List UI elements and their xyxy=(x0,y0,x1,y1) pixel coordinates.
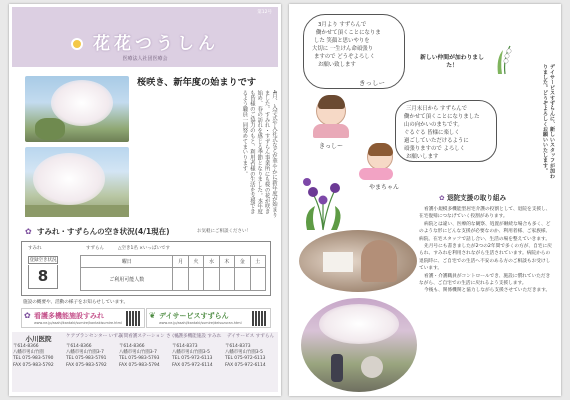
footer-line: FAX 075-983-5792 xyxy=(13,362,54,368)
issue-number: 第12号 xyxy=(257,10,272,15)
person xyxy=(331,354,343,382)
footer-name: 小川医院 xyxy=(25,335,52,343)
hair xyxy=(368,143,393,156)
footer-line: TEL 075-972-6113 xyxy=(225,356,266,362)
footer-line: 〒614-8373 xyxy=(172,344,198,349)
message-line: 働かせて頂くことになりま xyxy=(316,30,381,36)
sumire-url[interactable]: www.ne.jp/asahi/kantaki/sumire/kantakisumire.html xyxy=(34,321,122,325)
footer-name: 訪問看護ステーション さくら xyxy=(119,334,180,339)
weekday-grid xyxy=(80,255,266,291)
blossom xyxy=(319,304,399,344)
day-wed: 水 xyxy=(204,256,219,268)
signature-kisshi: きっしー xyxy=(359,79,385,87)
footer-col-izumi xyxy=(65,332,123,392)
message-line: 3月より すずらんで xyxy=(318,22,367,28)
publisher: 医療法人社団医療会 xyxy=(122,56,168,62)
shrub xyxy=(35,118,65,140)
person xyxy=(361,240,397,282)
paragraph: 看護小規模多機能型居宅介護の役割として、退院を支援し、在宅復帰につなげていく役割があります。 xyxy=(419,207,551,220)
hair xyxy=(318,95,345,109)
footer-line: 八幡市男山竹園3-5 xyxy=(225,350,263,356)
available-row-label: ご利用可能人数 xyxy=(81,268,173,291)
blossom xyxy=(33,153,105,205)
cherry-tree-photo xyxy=(25,147,129,217)
label-suzuran: すずらん xyxy=(86,246,105,251)
vacancy-note: お気軽にご相談ください！ xyxy=(197,229,251,234)
new-staff-note: デイサービスすずらんに、新しいスタッフが加わりました。どうぞよろしくお願いいたします。 xyxy=(542,64,555,179)
suzuran-title: デイサービスすずらん xyxy=(159,312,229,320)
cell-mon xyxy=(173,268,188,291)
message-line: お願いします xyxy=(406,154,439,160)
message-line: 三月末日から すずらんで xyxy=(406,106,468,112)
newsletter-title xyxy=(12,29,278,54)
footer-line: TEL 075-983-5790 xyxy=(13,356,54,362)
message-line: した 笑顔と思いやりを xyxy=(314,38,370,44)
sumire-link-box[interactable] xyxy=(21,308,145,328)
footer-name: デイサービス すずらん xyxy=(226,334,275,339)
day-header-label: 曜日 xyxy=(81,256,173,268)
contact-footer xyxy=(12,332,278,392)
footer-col-sumire xyxy=(171,332,224,392)
message-line: お願い致します xyxy=(318,62,356,68)
footer-line: 〒614-8366 xyxy=(66,344,92,349)
footer-line: 八幡市男山竹園3-7 xyxy=(119,350,157,356)
staff-name-yamachan: やまちゃん xyxy=(369,184,400,191)
day-sat: 土 xyxy=(250,256,266,268)
qr-code-icon xyxy=(126,311,141,326)
lily-of-valley-icon: ❦ xyxy=(149,311,156,320)
day-fri: 金 xyxy=(235,256,250,268)
footer-line: 八幡市男山竹園 xyxy=(13,350,44,356)
vacancy-legend: △空き1名 ×いっぱいです xyxy=(118,246,171,251)
staff-name-kisshi: きっしー xyxy=(319,143,344,150)
footer-name: 看護多機能施設 すみれ xyxy=(173,334,222,339)
section-heading xyxy=(439,192,506,202)
suzuran-url[interactable]: www.ne.jp/asahi/kantaki/sumire/deisuzuran.html xyxy=(159,321,242,325)
lily-of-valley-icon xyxy=(494,44,516,74)
message-line: 頑張りますので よろしく xyxy=(404,146,466,152)
footer-line: 八幡市男山竹園3-7 xyxy=(66,350,104,356)
day-mon: 月 xyxy=(173,256,188,268)
message-line: ぐるぐる 皆様に楽しく xyxy=(404,130,460,136)
staff-avatar-kisshi xyxy=(316,96,346,126)
violet-flowers-icon xyxy=(301,172,347,230)
footer-col-suzuran xyxy=(224,332,277,392)
new-members-heading: 新しい仲間が加わりました！ xyxy=(420,55,484,69)
section-body xyxy=(419,206,552,295)
staff-uniform xyxy=(359,168,393,180)
message-bubble-kisshi xyxy=(303,14,405,89)
section-title: 退院支援の取り組み xyxy=(446,194,507,202)
paragraph: 病院とは違い、医療的な観察、処置が継続な場合も多く、どのような形にどんな支援が必要なのか、利用者様、ご家族様、病院、在宅スタッフで話し合い、生活の場を整えていきます。 xyxy=(419,221,551,242)
message-bubble-yamachan xyxy=(395,100,497,162)
website-notice: 施設の概要や、活動の様子をお知らせしています。 xyxy=(23,300,129,305)
footer-line: 〒614-8373 xyxy=(225,344,251,349)
suzuran-link-box[interactable] xyxy=(146,308,271,328)
footer-line: 八幡市男山竹園3-5 xyxy=(172,350,210,356)
capacity-label: 登録空き状況 xyxy=(29,258,57,263)
message-line: 働かせて頂くことになりました xyxy=(404,114,480,120)
masthead xyxy=(12,7,278,67)
footer-line: FAX 075-972-6114 xyxy=(225,362,266,368)
person xyxy=(361,356,383,378)
footer-line: TEL 075-972-6113 xyxy=(172,356,213,362)
footer-line: 〒614-8366 xyxy=(119,344,145,349)
footer-name: ケアプランセンター いずみ xyxy=(66,334,123,339)
staff-uniform xyxy=(313,124,349,138)
vacancy-table xyxy=(21,241,271,296)
staff-avatar-yamachan xyxy=(367,144,393,170)
label-sumire: すみれ xyxy=(28,246,42,251)
message-line: 過ごしていただけるように xyxy=(404,138,469,144)
title-text: 花花つうしん xyxy=(92,34,219,54)
day-thu: 木 xyxy=(219,256,234,268)
vacancy-title: すみれ・すずらんの空き状況(4/1現在) xyxy=(37,227,170,236)
message-line: 大切に 一生けん命頑張り xyxy=(312,46,374,52)
footer-line: 〒614-8366 xyxy=(13,344,39,349)
paragraph: 先月号にも書きましたが2つの2年間で多くの方が、自宅に戻られ、すみれを利用されながら生活されています。病院からの退院時に、ご自宅での生活へ不安のある方のご相談もお受けしています。 xyxy=(419,244,552,272)
grass xyxy=(25,205,129,217)
footer-line: FAX 075-983-5794 xyxy=(119,362,160,368)
capacity-value: 8 xyxy=(28,265,58,289)
violet-icon: ✿ xyxy=(24,311,31,320)
footer-line: TEL 075-983-5791 xyxy=(66,356,107,362)
day-tue: 火 xyxy=(188,256,203,268)
paragraph: 看護・介護職員がコントロールでき、施設に慣れていただきながら、ご自宅での生活に戻れるよう支援します。 xyxy=(419,273,551,287)
footer-line: FAX 075-983-5792 xyxy=(66,362,107,368)
support-photo-2 xyxy=(301,298,417,392)
flower-logo-icon xyxy=(71,34,83,54)
headline: 桜咲き、新年度の始まりです xyxy=(137,77,257,88)
support-photo-1 xyxy=(299,230,417,292)
sumire-title: 看護多機能施設すみれ xyxy=(34,312,104,320)
qr-code-icon xyxy=(252,311,267,326)
vacancy-header xyxy=(21,226,271,240)
cell-tue xyxy=(188,268,203,291)
message-line: ますので どうぞよろしく xyxy=(314,54,376,60)
footer-line: FAX 075-972-6114 xyxy=(172,362,213,368)
footer-line: TEL 075-983-5793 xyxy=(119,356,160,362)
cell-thu xyxy=(219,268,234,291)
newsletter-back-page xyxy=(289,4,561,396)
cell-wed xyxy=(204,268,219,291)
article-text: 4月、入学式や入社式などが華やかに新年度が始まりました。すみれ・すずらん事業所にも桜の花が咲き始め、春の訪れを感じる季節となりました。本年度も皆様のご協力のもと、利用者様の生活を支援できるよう職員一同努めてまいります。 xyxy=(241,90,277,218)
paragraph: 今後も、関係機関と協力しながら支援させていただきます。 xyxy=(424,288,551,294)
footer-col-sakura xyxy=(118,332,180,392)
violet-icon: ✿ xyxy=(25,227,32,236)
cell-sat xyxy=(250,268,266,291)
paper xyxy=(323,252,353,272)
cell-fri xyxy=(235,268,250,291)
violet-icon: ✿ xyxy=(439,194,447,202)
message-line: 山の向かいのまちです。 xyxy=(404,122,463,128)
newsletter-front-page xyxy=(9,4,281,396)
footer-col-ogawa xyxy=(12,332,65,392)
cherry-blossom-photo xyxy=(25,76,129,142)
